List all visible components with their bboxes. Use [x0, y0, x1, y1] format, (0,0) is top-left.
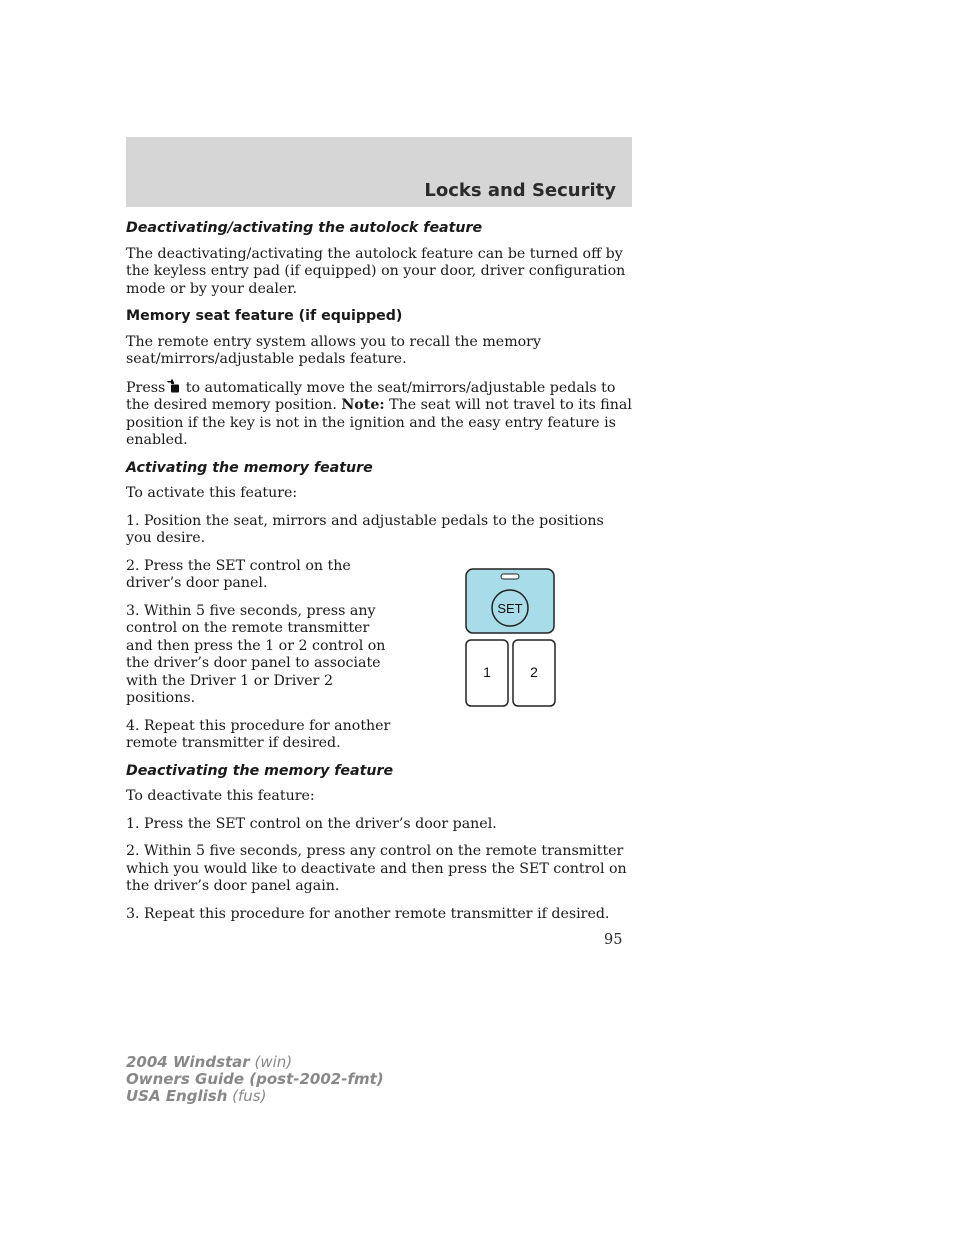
deactivating-step-2: 2. Within 5 five seconds, press any control on the remote transmitter which you would like to deactivate and then press the SET control on the driver’s door panel again. — [126, 843, 627, 894]
footer-line-2: Owners Guide (post-2002-fmt) — [126, 1070, 384, 1088]
deactivating-intro: To deactivate this feature: — [126, 788, 315, 804]
activating-heading: Activating the memory feature — [126, 459, 373, 476]
memory-button-2-label: 2 — [530, 663, 538, 680]
figure-row — [126, 558, 632, 763]
note-label: Note: — [341, 397, 385, 413]
press-prefix: Press — [126, 379, 166, 396]
memory-seat-control-diagram — [462, 566, 558, 708]
section-header-band — [126, 137, 632, 207]
set-button-label: SET — [497, 600, 523, 616]
footer-line-1: 2004 Windstar (win) — [126, 1053, 293, 1071]
page-content — [126, 220, 632, 933]
page-number: 95 — [604, 932, 623, 948]
note-text: The seat will not travel to its final position if the key is not in the ignition and the easy entry feature is enabled. — [126, 397, 632, 448]
memory-seat-intro: The remote entry system allows you to recall the memory seat/mirrors/adjustable pedals feature. — [126, 333, 541, 367]
memory-seat-press-paragraph — [126, 379, 632, 450]
memory-seat-heading: Memory seat feature (if equipped) — [126, 308, 403, 324]
section-title: Locks and Security — [424, 180, 616, 201]
activating-step-3: 3. Within 5 five seconds, press any control on the remote transmitter and then press the 1 or 2 control on the driver’s door panel to associate with the Driver 1 or Driver 2 positions. — [126, 602, 386, 706]
activating-step-1: 1. Position the seat, mirrors and adjustable pedals to the positions you desire. — [126, 512, 604, 546]
document-footer — [126, 1054, 384, 1105]
figure-steps — [126, 558, 394, 763]
set-indicator-slot — [501, 574, 519, 579]
footer-line-3: USA English (fus) — [126, 1087, 267, 1105]
deactivating-step-3: 3. Repeat this procedure for another remote transmitter if desired. — [126, 905, 610, 922]
activating-step-4: 4. Repeat this procedure for another remote transmitter if desired. — [126, 717, 391, 751]
press-suffix: to automatically move the seat/mirrors/adjustable pedals to the desired memory position. — [126, 379, 616, 413]
unlock-key-icon — [165, 379, 181, 393]
autolock-heading: Deactivating/activating the autolock feature — [126, 220, 483, 236]
deactivating-step-1: 1. Press the SET control on the driver’s door panel. — [126, 815, 497, 832]
deactivating-heading: Deactivating the memory feature — [126, 762, 394, 779]
autolock-body: The deactivating/activating the autolock feature can be turned off by the keyless entry pad (if equipped) on your door, driver configuration mode or by your dealer. — [126, 245, 626, 297]
activating-step-2: 2. Press the SET control on the driver’s door panel. — [126, 557, 351, 591]
activating-intro: To activate this feature: — [126, 485, 298, 501]
memory-button-1-label: 1 — [483, 663, 491, 680]
